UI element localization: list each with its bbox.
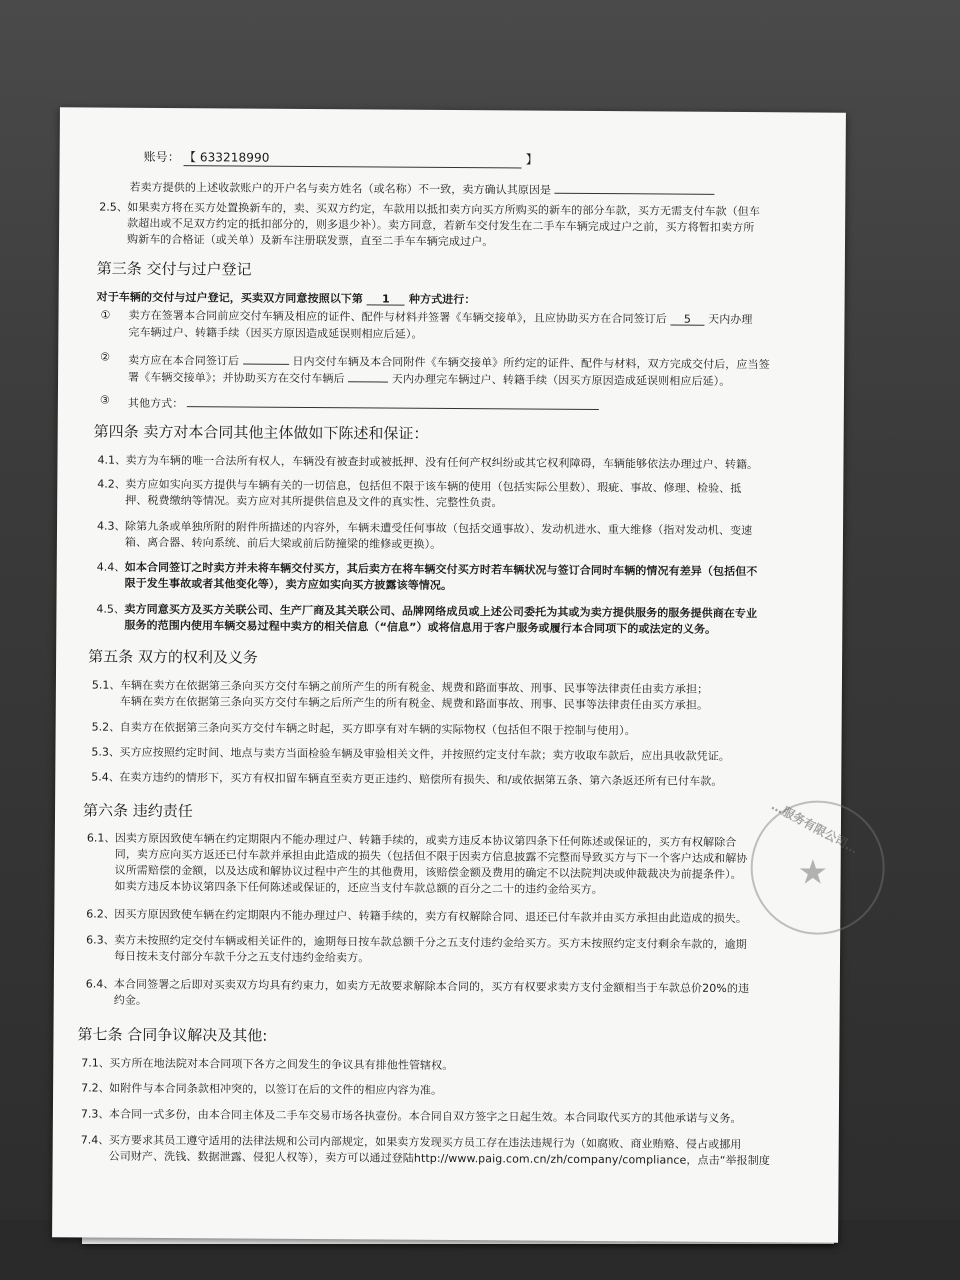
clause-line: 卖方为车辆的唯一合法所有权人，车辆没有被查封或被抵押、没有任何产权纠纷或其它权利障碍，车辆能够依法办理过户、转籍。 — [125, 453, 759, 472]
clause-line: 购新车的合格证（或关单）及新车注册联发票，直至二手车车辆完成过户。 — [126, 232, 494, 249]
clause-line: 在卖方违约的情形下，买方有权扣留车辆直至卖方更正违约、赔偿所有损失、和/或依据第五条、第六条返还所有已付车款。 — [119, 770, 723, 788]
section-title: 第五条 双方的权利及义务 — [88, 647, 258, 667]
clause-line: 款超出或不足双方约定的抵扣部分的，则多退少补）。卖方同意，若新车交付发生在二手车车辆完成过户之前，买方将暂扣卖方所 — [127, 216, 755, 235]
clause-line: 同，卖方应向买方返还已付车款并承担由此造成的损失（包括但不限于因卖方信息披露不完整而导致买方与下一个客户达成和解协 — [114, 847, 748, 866]
clause-number: 4.5、 — [96, 602, 125, 616]
clause-number: 6.2、 — [86, 907, 115, 921]
section-title: 第六条 违约责任 — [82, 801, 193, 821]
clause-number: 7.1、 — [81, 1056, 110, 1070]
option-mark: ③ — [99, 393, 110, 407]
payee-note-text: 若卖方提供的上述收款账户的开户名与卖方姓名（或名称）不一致，卖方确认其原因是 — [129, 180, 552, 197]
clause-line: 如本合同签订之时卖方并未将车辆交付买方，其后卖方在将车辆交付买方时若车辆状况与签订合同时车辆的情况有差异（包括但不 — [124, 560, 758, 579]
clause-line: 买方应按照约定时间、地点与卖方当面检验车辆及审验相关文件，并按照约定支付车款；卖方收取车款后，应出具收款凭证。 — [119, 745, 730, 763]
days-blank — [348, 368, 388, 382]
clause-line: 约金。 — [113, 993, 148, 1007]
option-line — [128, 308, 752, 327]
clause-number: 5.1、 — [91, 678, 121, 692]
clause-line: 自卖方在依据第三条向买方交付车辆之时起，买方即享有对车辆的实际物权（包括但不限于控制与使用）。 — [119, 720, 636, 738]
clause-line: 押、税费缴纳等情况。卖方应对其所提供信息及文件的真实性、完整性负责。 — [125, 493, 503, 510]
clause-number: 4.4、 — [96, 560, 126, 574]
option-line — [128, 367, 730, 389]
days-blank: 5 — [670, 312, 704, 326]
intro-text: 对于车辆的交付与过户登记，买卖双方同意按照以下第 — [96, 290, 364, 306]
account-line — [144, 150, 538, 169]
clause-line: 因买方原因致使车辆在约定期限内不能办理过户、转籍手续的，卖方有权解除合同、退还已付车款并由买方承担由此造成的损失。 — [114, 907, 748, 926]
clause-number: 5.4、 — [91, 770, 120, 784]
method-choice: 1 — [367, 291, 405, 305]
option-text: 署《车辆交接单》；并协助买方在交付车辆后 — [128, 370, 345, 386]
clause-number: 4.3、 — [96, 519, 126, 533]
clause-number: 6.1、 — [86, 831, 116, 845]
clause-line: 如卖方违反本协议第四条下任何陈述或保证的，还应当支付车款总额的百分之二十的违约金给买方。 — [114, 879, 603, 897]
option-text: 天内办理 — [708, 312, 753, 327]
clause-line: 公司财产、洗钱、数据泄露、侵犯人权等），卖方可以通过登陆http://www.paig.com.cn/zh/company/compliance，点击“举报制度 — [108, 1149, 770, 1168]
clause-number: 6.3、 — [86, 933, 115, 947]
clause-line: 本合同一式多份，由本合同主体及二手车交易市场各执壹份。本合同自双方签字之日起生效。本合同取代买方的其他承诺与义务。 — [108, 1107, 742, 1126]
clause-number: 4.1、 — [97, 453, 127, 467]
clause-line: 限于发生事故或者其他变化等），卖方应如实向买方披露该等情况。 — [124, 576, 453, 593]
clause-line: 服务的范围内使用车辆交易过程中卖方的相关信息（“信息”）或将信息用于客户服务或履行本合同项下的或法定的义务。 — [124, 618, 717, 636]
clause-line: 车辆在卖方在依据第三条向买方交付车辆之前所产生的所有税金、规费和路面事故、刑事、民事等法律责任由卖方承担； — [119, 678, 709, 696]
option-line — [128, 393, 599, 414]
clause-line: 卖方应如实向买方提供与车辆有关的一切信息，包括但不限于该车辆的使用（包括实际公里数）、瑕疵、事故、修理、检验、抵 — [125, 477, 742, 496]
clause-number: 5.2、 — [91, 720, 121, 734]
days-blank — [243, 351, 289, 365]
clause-line: 议所需赔偿的金额，以及达成和解协议过程中产生的其他费用，该赔偿金额及费用的确定不以法院判决或仲裁裁决为前提条件）。 — [114, 863, 742, 882]
account-value: 【 633218990 — [184, 150, 522, 168]
clause-number: 4.2、 — [97, 477, 126, 491]
clause-line: 箱、离合器、转向系统、前后大梁或前后防撞梁的维修或更换）。 — [124, 535, 442, 551]
option-text: 日内交付车辆及本合同附件《车辆交接单》所约定的证件、配件与材料，双方完成交付后，应当签 — [292, 354, 770, 372]
clause-number: 6.4、 — [85, 977, 115, 991]
clause-line: 卖方同意买方及买方关联公司、生产厂商及其关联公司、品牌网络成员或上述公司委托为其或为卖方提供服务的服务提供商在专业 — [124, 602, 758, 621]
clause-line: 卖方未按照约定交付车辆或相关证件的，逾期每日按车款总额千分之五支付违约金给买方。买方未按照约定支付剩余车款的，逾期 — [114, 933, 747, 952]
option-text: 卖方在签署本合同前应交付车辆及相应的证件、配件与材料并签署《车辆交接单》，且应协助买方在合同签订后 — [128, 308, 667, 326]
option-text: 卖方应在本合同签订后 — [128, 353, 240, 368]
clause-number: 7.3、 — [80, 1107, 110, 1121]
account-label: 账号： — [143, 149, 180, 165]
option-text: 其他方式： — [127, 396, 184, 411]
option-line: 完车辆过户、转籍手续（因买方原因造成延误则相应后延）。 — [128, 325, 423, 341]
clause-number: 7.2、 — [81, 1081, 110, 1095]
payee-reason-blank — [555, 180, 715, 195]
clause-line: 如果卖方将在买方处置换新车的，卖、买双方约定，车款用以抵扣卖方向买方所购买的新车的部分车款，买方无需支付车款（但车 — [127, 200, 760, 219]
account-close: 】 — [525, 152, 538, 167]
option-mark: ② — [100, 350, 111, 364]
section-title: 第七条 合同争议解决及其他: — [77, 1025, 268, 1045]
clause-line: 车辆在卖方在依据第三条向买方交付车辆之后所产生的所有税金、规费和路面事故、刑事、民事等法律责任由买方承担。 — [119, 694, 709, 712]
section-title: 第三条 交付与过户登记 — [96, 259, 252, 279]
clause-line: 除第九条或单独所附的附件所描述的内容外，车辆未遭受任何事故（包括交通事故）、发动机进水、重大维修（指对发动机、变速 — [124, 519, 753, 538]
clause-number: 2.5、 — [99, 200, 128, 214]
clause-line: 买方所在地法院对本合同项下各方之间发生的争议具有排他性管辖权。 — [109, 1056, 454, 1073]
clause-line: 因卖方原因致使车辆在约定期限内不能办理过户、转籍手续的，或卖方违反本协议第四条下任何陈述或保证的，买方有权解除合 — [114, 831, 737, 850]
clause-line: 每日按未支付部分车款千分之五支付违约金给卖方。 — [113, 949, 370, 965]
option-mark: ① — [100, 308, 111, 322]
other-method-blank — [187, 393, 599, 410]
contract-page — [52, 107, 861, 1242]
section-title: 第四条 卖方对本合同其他主体做如下陈述和保证： — [93, 422, 429, 443]
clause-line: 如附件与本合同条款相冲突的，以签订在后的文件的相应内容为准。 — [109, 1081, 443, 1097]
clause-line: 本合同签署之后即对买卖双方均具有约束力，如卖方无故要求解除本合同的，买方有权要求卖方支付金额相当于车款总价20%的违 — [113, 977, 750, 996]
section3-intro — [97, 290, 476, 308]
clause-number: 7.4、 — [80, 1133, 110, 1147]
seal-text: …服务有限公司… — [769, 798, 861, 857]
intro-text: 种方式进行： — [408, 292, 476, 307]
seal-star-icon: ★ — [797, 852, 829, 893]
clause-number: 5.3、 — [91, 745, 120, 759]
clause-line: 买方要求其员工遵守适用的法律法规和公司内部规定，如果卖方发现买方员工存在违法违规行为（如腐败、商业贿赂、侵占或挪用 — [108, 1133, 742, 1152]
payee-note — [129, 177, 715, 199]
option-text: 天内办理完车辆过户、转籍手续（因买方原因造成延误则相应后延）。 — [391, 372, 731, 388]
